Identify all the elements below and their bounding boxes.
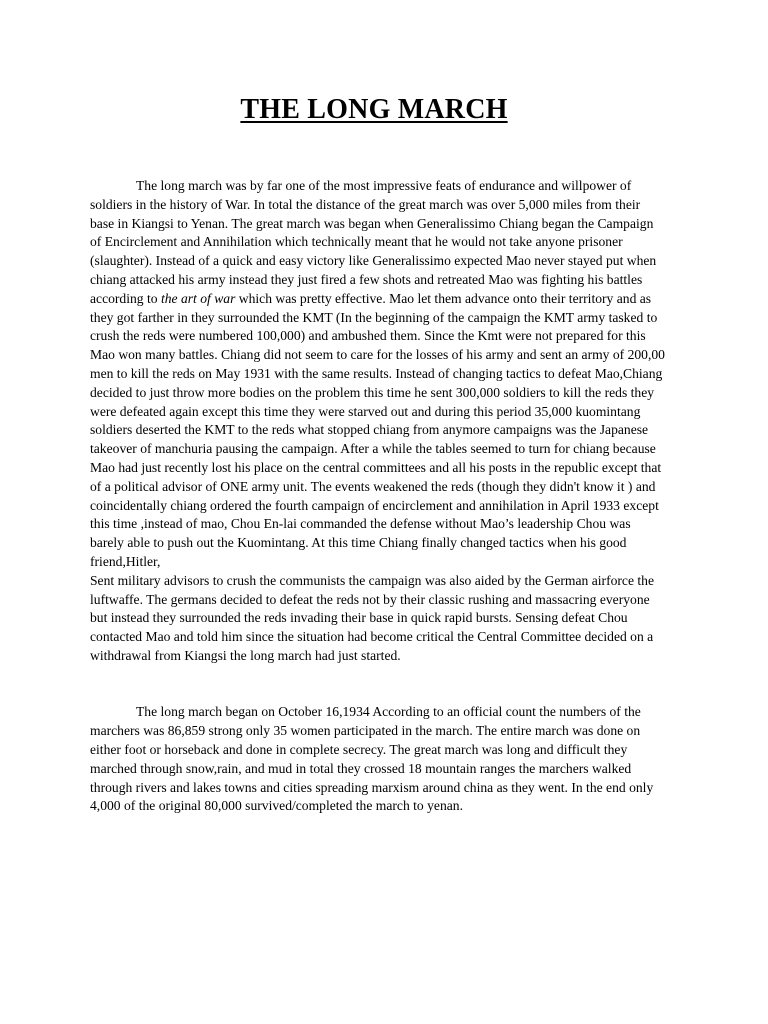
- text-line-with-italic: [90, 290, 660, 309]
- text-line: they got farther in they surrounded the KMT (In the beginning of the campaign the KMT army tasked to: [90, 309, 658, 325]
- paragraph-spacer: [90, 685, 660, 704]
- text-line: men to kill the reds on May 1931 with the same results. Instead of changing tactics to defeat Mao,Chiang: [90, 365, 663, 381]
- text-line: chiang attacked his army instead they just fired a few shots and retreated Mao was fighting his battles: [90, 271, 643, 287]
- text-line: base in Kiangsi to Yenan. The great march was began when Generalissimo Chiang began the Campaign: [90, 215, 654, 231]
- text-line: barely able to push out the Kuomintang. At this time Chiang finally changed tactics when his good: [90, 535, 627, 551]
- document-body: [90, 177, 665, 816]
- text-line: were defeated again except this time they were starved out and during this period 35,000 kuomintang: [90, 403, 641, 419]
- text-line: [90, 666, 660, 685]
- text-line: The long march began on October 16,1934 According to an official count the numbers of the: [136, 704, 641, 720]
- text-line: Mao had just recently lost his place on the central committees and all his posts in the republic except that: [90, 459, 662, 475]
- text-line: 4,000 of the original 80,000 survived/completed the march to yenan.: [90, 798, 463, 814]
- italic-book-title: the art of war: [160, 290, 236, 306]
- text-line: through rivers and lakes towns and cities spreading marxism around china as they went. In the end only: [90, 779, 654, 795]
- text-line: Mao won many battles. Chiang did not seem to care for the losses of his army and sent an army of 200,00: [90, 347, 665, 363]
- text-line: soldiers deserted the KMT to the reds what stopped chiang from anymore campaigns was the Japanese: [90, 422, 649, 438]
- text-line: either foot or horseback and done in complete secrecy. The great march was long and difficult they: [90, 741, 628, 757]
- text-line: decided to just throw more bodies on the problem this time he sent 300,000 soldiers to kill the reds they: [90, 384, 655, 400]
- text-fragment: according to: [90, 290, 161, 306]
- text-line: Sent military advisors to crush the communists the campaign was also aided by the German airforce the: [90, 572, 654, 588]
- paragraph-2: [90, 703, 660, 816]
- text-line: crush the reds were numbered 100,000) and ambushed them. Since the Kmt were not prepared for this: [90, 328, 646, 344]
- text-line: friend,Hitler,: [90, 553, 161, 569]
- text-line: withdrawal from Kiangsi the long march had just started.: [90, 647, 401, 663]
- document-title: THE LONG MARCH: [240, 94, 508, 125]
- text-line: but instead they surrounded the reds invading their base in quick rapid bursts. Sensing defeat Chou: [90, 610, 628, 626]
- text-line: coincidentally chiang ordered the fourth campaign of encirclement and annihilation in April 1933 except: [90, 497, 659, 513]
- text-line: The long march was by far one of the most impressive feats of endurance and willpower of: [136, 178, 632, 193]
- text-line: (slaughter). Instead of a quick and easy victory like Generalissimo expected Mao never stayed put when: [90, 253, 657, 269]
- text-line: this time ,instead of mao, Chou En-lai commanded the defense without Mao’s leadership Chou was: [90, 516, 631, 532]
- text-line: of a political advisor of ONE army unit. The events weakened the reds (though they didn't know it ) and: [90, 478, 656, 494]
- paragraph-1: [90, 177, 665, 685]
- text-line: of Encirclement and Annihilation which technically meant that he would not take anyone prisoner: [90, 234, 623, 250]
- text-fragment: which was pretty effective. Mao let them advance onto their territory and as: [235, 290, 652, 306]
- text-line: soldiers in the history of War. In total the distance of the great march was over 5,000 miles from their: [90, 196, 641, 212]
- text-line: marched through snow,rain, and mud in total they crossed 18 mountain ranges the marchers walked: [90, 760, 632, 776]
- text-line: marchers was 86,859 strong only 35 women participated in the march. The entire march was done on: [90, 723, 641, 739]
- text-line: luftwaffe. The germans decided to defeat the reds not by their classic rushing and massacring everyone: [90, 591, 650, 607]
- text-line: takeover of manchuria pausing the campaign. After a while the tables seemed to turn for chiang because: [90, 441, 656, 457]
- text-line: contacted Mao and told him since the situation had become critical the Central Committee decided on a: [90, 629, 654, 645]
